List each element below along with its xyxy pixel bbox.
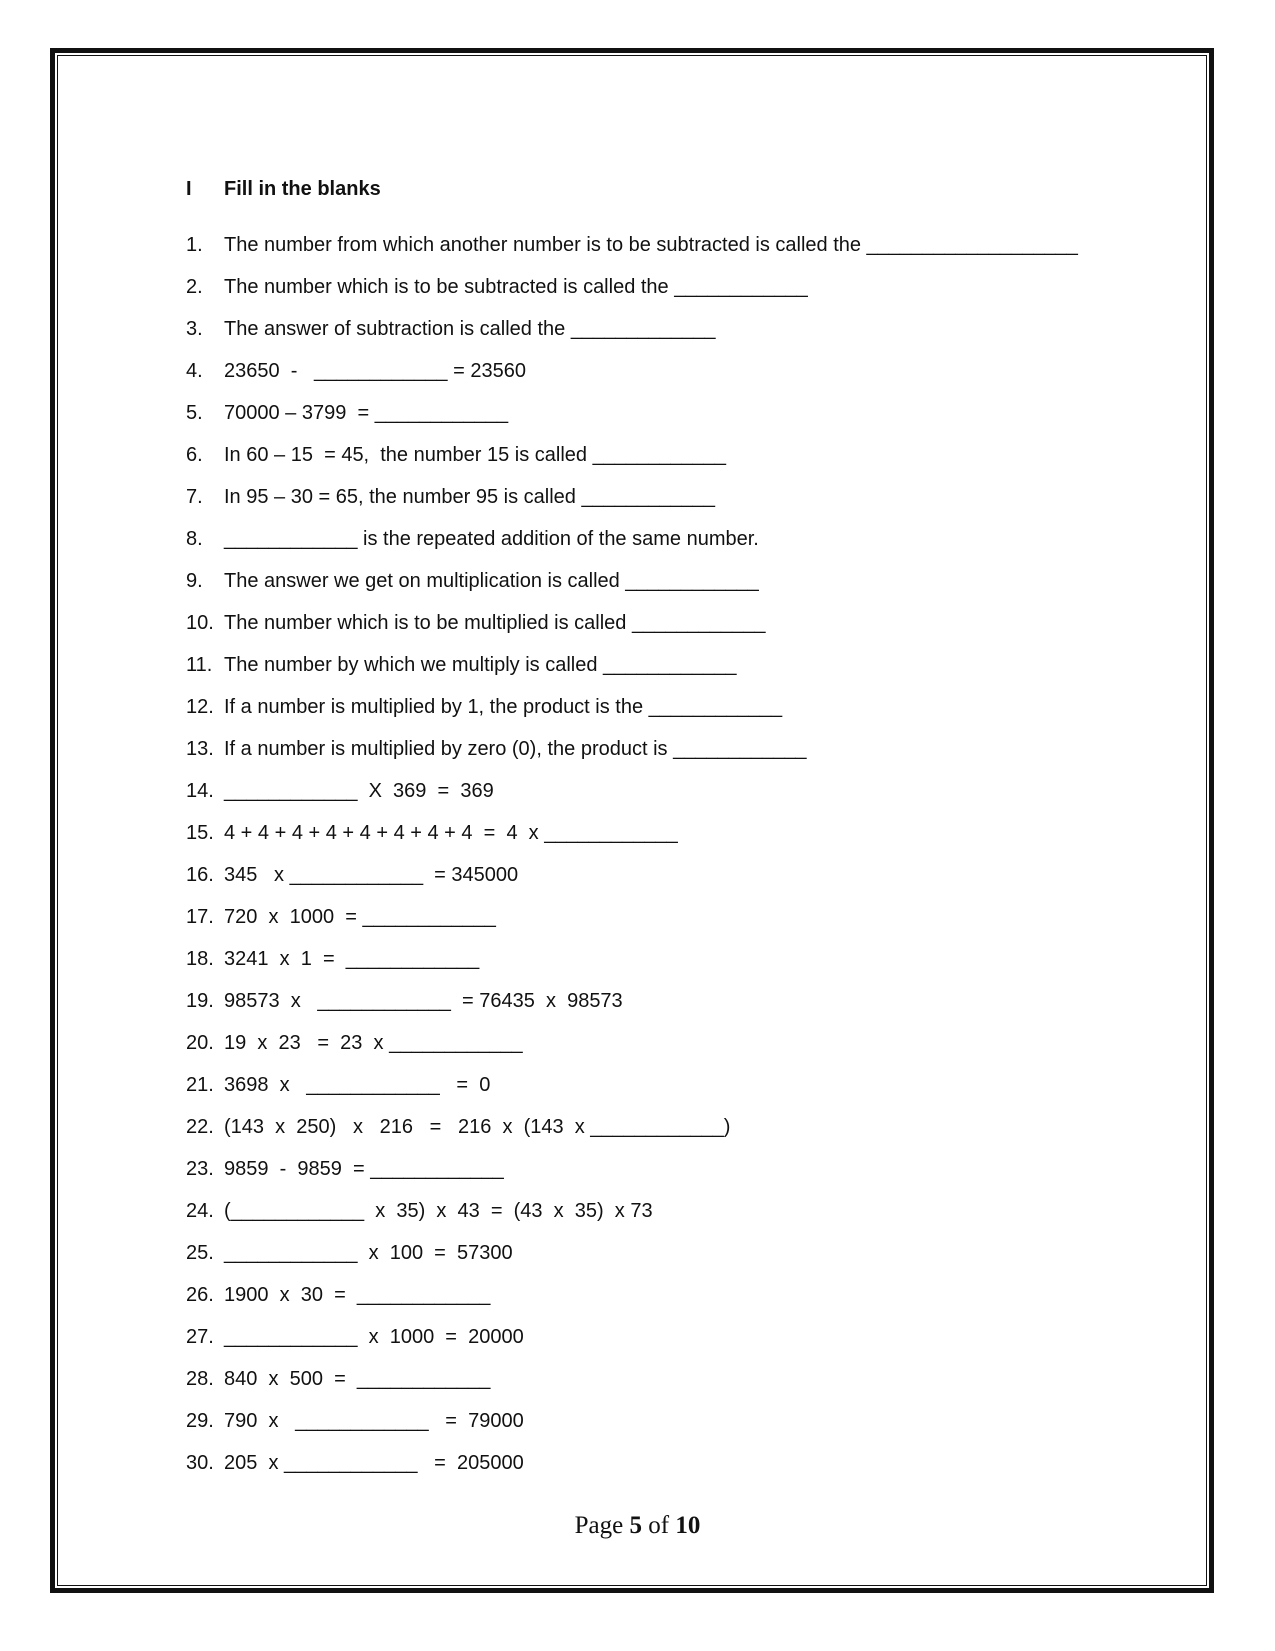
question-number: 3. xyxy=(186,318,203,340)
question-item xyxy=(186,1410,1146,1452)
question-text: 840 x 500 = ____________ xyxy=(224,1368,491,1390)
question-item xyxy=(186,1032,1146,1074)
question-text: In 95 – 30 = 65, the number 95 is called ____________ xyxy=(224,486,715,508)
question-item xyxy=(186,318,1146,360)
question-item xyxy=(186,654,1146,696)
question-list xyxy=(186,234,1146,1494)
section-heading xyxy=(186,178,1146,208)
question-item xyxy=(186,234,1146,276)
question-item xyxy=(186,906,1146,948)
page-current-number: 5 xyxy=(629,1512,643,1539)
question-text: The number by which we multiply is called ____________ xyxy=(224,654,737,676)
question-text: If a number is multiplied by 1, the product is the ____________ xyxy=(224,696,783,718)
question-item xyxy=(186,528,1146,570)
question-text: 23650 - ____________ = 23560 xyxy=(224,360,526,382)
question-number: 9. xyxy=(186,570,203,592)
question-text: 98573 x ____________ = 76435 x 98573 xyxy=(224,990,623,1012)
question-number: 24. xyxy=(186,1200,214,1222)
question-text: (143 x 250) x 216 = 216 x (143 x ____________) xyxy=(224,1116,731,1138)
question-item xyxy=(186,696,1146,738)
question-number: 13. xyxy=(186,738,214,760)
question-item xyxy=(186,612,1146,654)
question-text: 790 x ____________ = 79000 xyxy=(224,1410,524,1432)
question-item xyxy=(186,1074,1146,1116)
question-number: 23. xyxy=(186,1158,214,1180)
question-text: 4 + 4 + 4 + 4 + 4 + 4 + 4 + 4 = 4 x ____________ xyxy=(224,822,678,844)
page-total-number: 10 xyxy=(675,1512,701,1539)
question-text: 9859 - 9859 = ____________ xyxy=(224,1158,504,1180)
question-number: 8. xyxy=(186,528,203,550)
question-item xyxy=(186,948,1146,990)
question-item xyxy=(186,486,1146,528)
question-item xyxy=(186,570,1146,612)
question-text: ____________ is the repeated addition of the same number. xyxy=(224,528,759,550)
question-text: If a number is multiplied by zero (0), the product is ____________ xyxy=(224,738,807,760)
question-text: 205 x ____________ = 205000 xyxy=(224,1452,524,1474)
question-number: 22. xyxy=(186,1116,214,1138)
question-number: 25. xyxy=(186,1242,214,1264)
question-text: 19 x 23 = 23 x ____________ xyxy=(224,1032,523,1054)
question-text: 345 x ____________ = 345000 xyxy=(224,864,519,886)
question-number: 30. xyxy=(186,1452,214,1474)
question-number: 1. xyxy=(186,234,203,256)
question-text: ____________ X 369 = 369 xyxy=(224,780,494,802)
question-number: 11. xyxy=(186,654,213,676)
page-footer-prefix: Page xyxy=(574,1512,630,1539)
question-number: 5. xyxy=(186,402,203,424)
question-item xyxy=(186,1326,1146,1368)
question-number: 17. xyxy=(186,906,214,928)
question-item xyxy=(186,276,1146,318)
question-number: 29. xyxy=(186,1410,214,1432)
question-text: 70000 – 3799 = ____________ xyxy=(224,402,509,424)
question-item xyxy=(186,1452,1146,1494)
question-number: 7. xyxy=(186,486,203,508)
question-text: 720 x 1000 = ____________ xyxy=(224,906,496,928)
page-footer xyxy=(0,1512,1275,1540)
question-text: ____________ x 100 = 57300 xyxy=(224,1242,513,1264)
question-item xyxy=(186,780,1146,822)
question-item xyxy=(186,1200,1146,1242)
question-text: The answer of subtraction is called the _____________ xyxy=(224,318,716,340)
worksheet-content xyxy=(186,178,1146,1494)
question-text: 3698 x ____________ = 0 xyxy=(224,1074,491,1096)
page-footer-middle: of xyxy=(642,1512,676,1539)
question-text: 3241 x 1 = ____________ xyxy=(224,948,480,970)
section-number: I xyxy=(186,178,192,200)
question-number: 20. xyxy=(186,1032,214,1054)
question-item xyxy=(186,990,1146,1032)
question-item xyxy=(186,1284,1146,1326)
question-item xyxy=(186,1158,1146,1200)
question-item xyxy=(186,1368,1146,1410)
question-item xyxy=(186,402,1146,444)
question-text: The answer we get on multiplication is called ____________ xyxy=(224,570,759,592)
question-number: 6. xyxy=(186,444,203,466)
question-item xyxy=(186,360,1146,402)
question-number: 10. xyxy=(186,612,214,634)
question-text: In 60 – 15 = 45, the number 15 is called ____________ xyxy=(224,444,727,466)
question-number: 27. xyxy=(186,1326,214,1348)
question-number: 26. xyxy=(186,1284,214,1306)
section-title: Fill in the blanks xyxy=(224,178,381,200)
question-item xyxy=(186,738,1146,780)
question-number: 28. xyxy=(186,1368,214,1390)
question-number: 18. xyxy=(186,948,214,970)
question-number: 14. xyxy=(186,780,214,802)
question-number: 12. xyxy=(186,696,214,718)
question-item xyxy=(186,1116,1146,1158)
question-number: 19. xyxy=(186,990,214,1012)
question-item xyxy=(186,1242,1146,1284)
question-number: 21. xyxy=(186,1074,214,1096)
question-number: 16. xyxy=(186,864,214,886)
question-text: The number which is to be subtracted is called the ____________ xyxy=(224,276,808,298)
question-number: 4. xyxy=(186,360,203,382)
question-number: 2. xyxy=(186,276,203,298)
question-text: (____________ x 35) x 43 = (43 x 35) x 73 xyxy=(224,1200,653,1222)
question-number: 15. xyxy=(186,822,214,844)
question-text: The number which is to be multiplied is called ____________ xyxy=(224,612,766,634)
question-text: The number from which another number is to be subtracted is called the ___________________ xyxy=(224,234,1078,256)
question-item xyxy=(186,864,1146,906)
question-text: 1900 x 30 = ____________ xyxy=(224,1284,491,1306)
question-item xyxy=(186,444,1146,486)
question-text: ____________ x 1000 = 20000 xyxy=(224,1326,524,1348)
question-item xyxy=(186,822,1146,864)
